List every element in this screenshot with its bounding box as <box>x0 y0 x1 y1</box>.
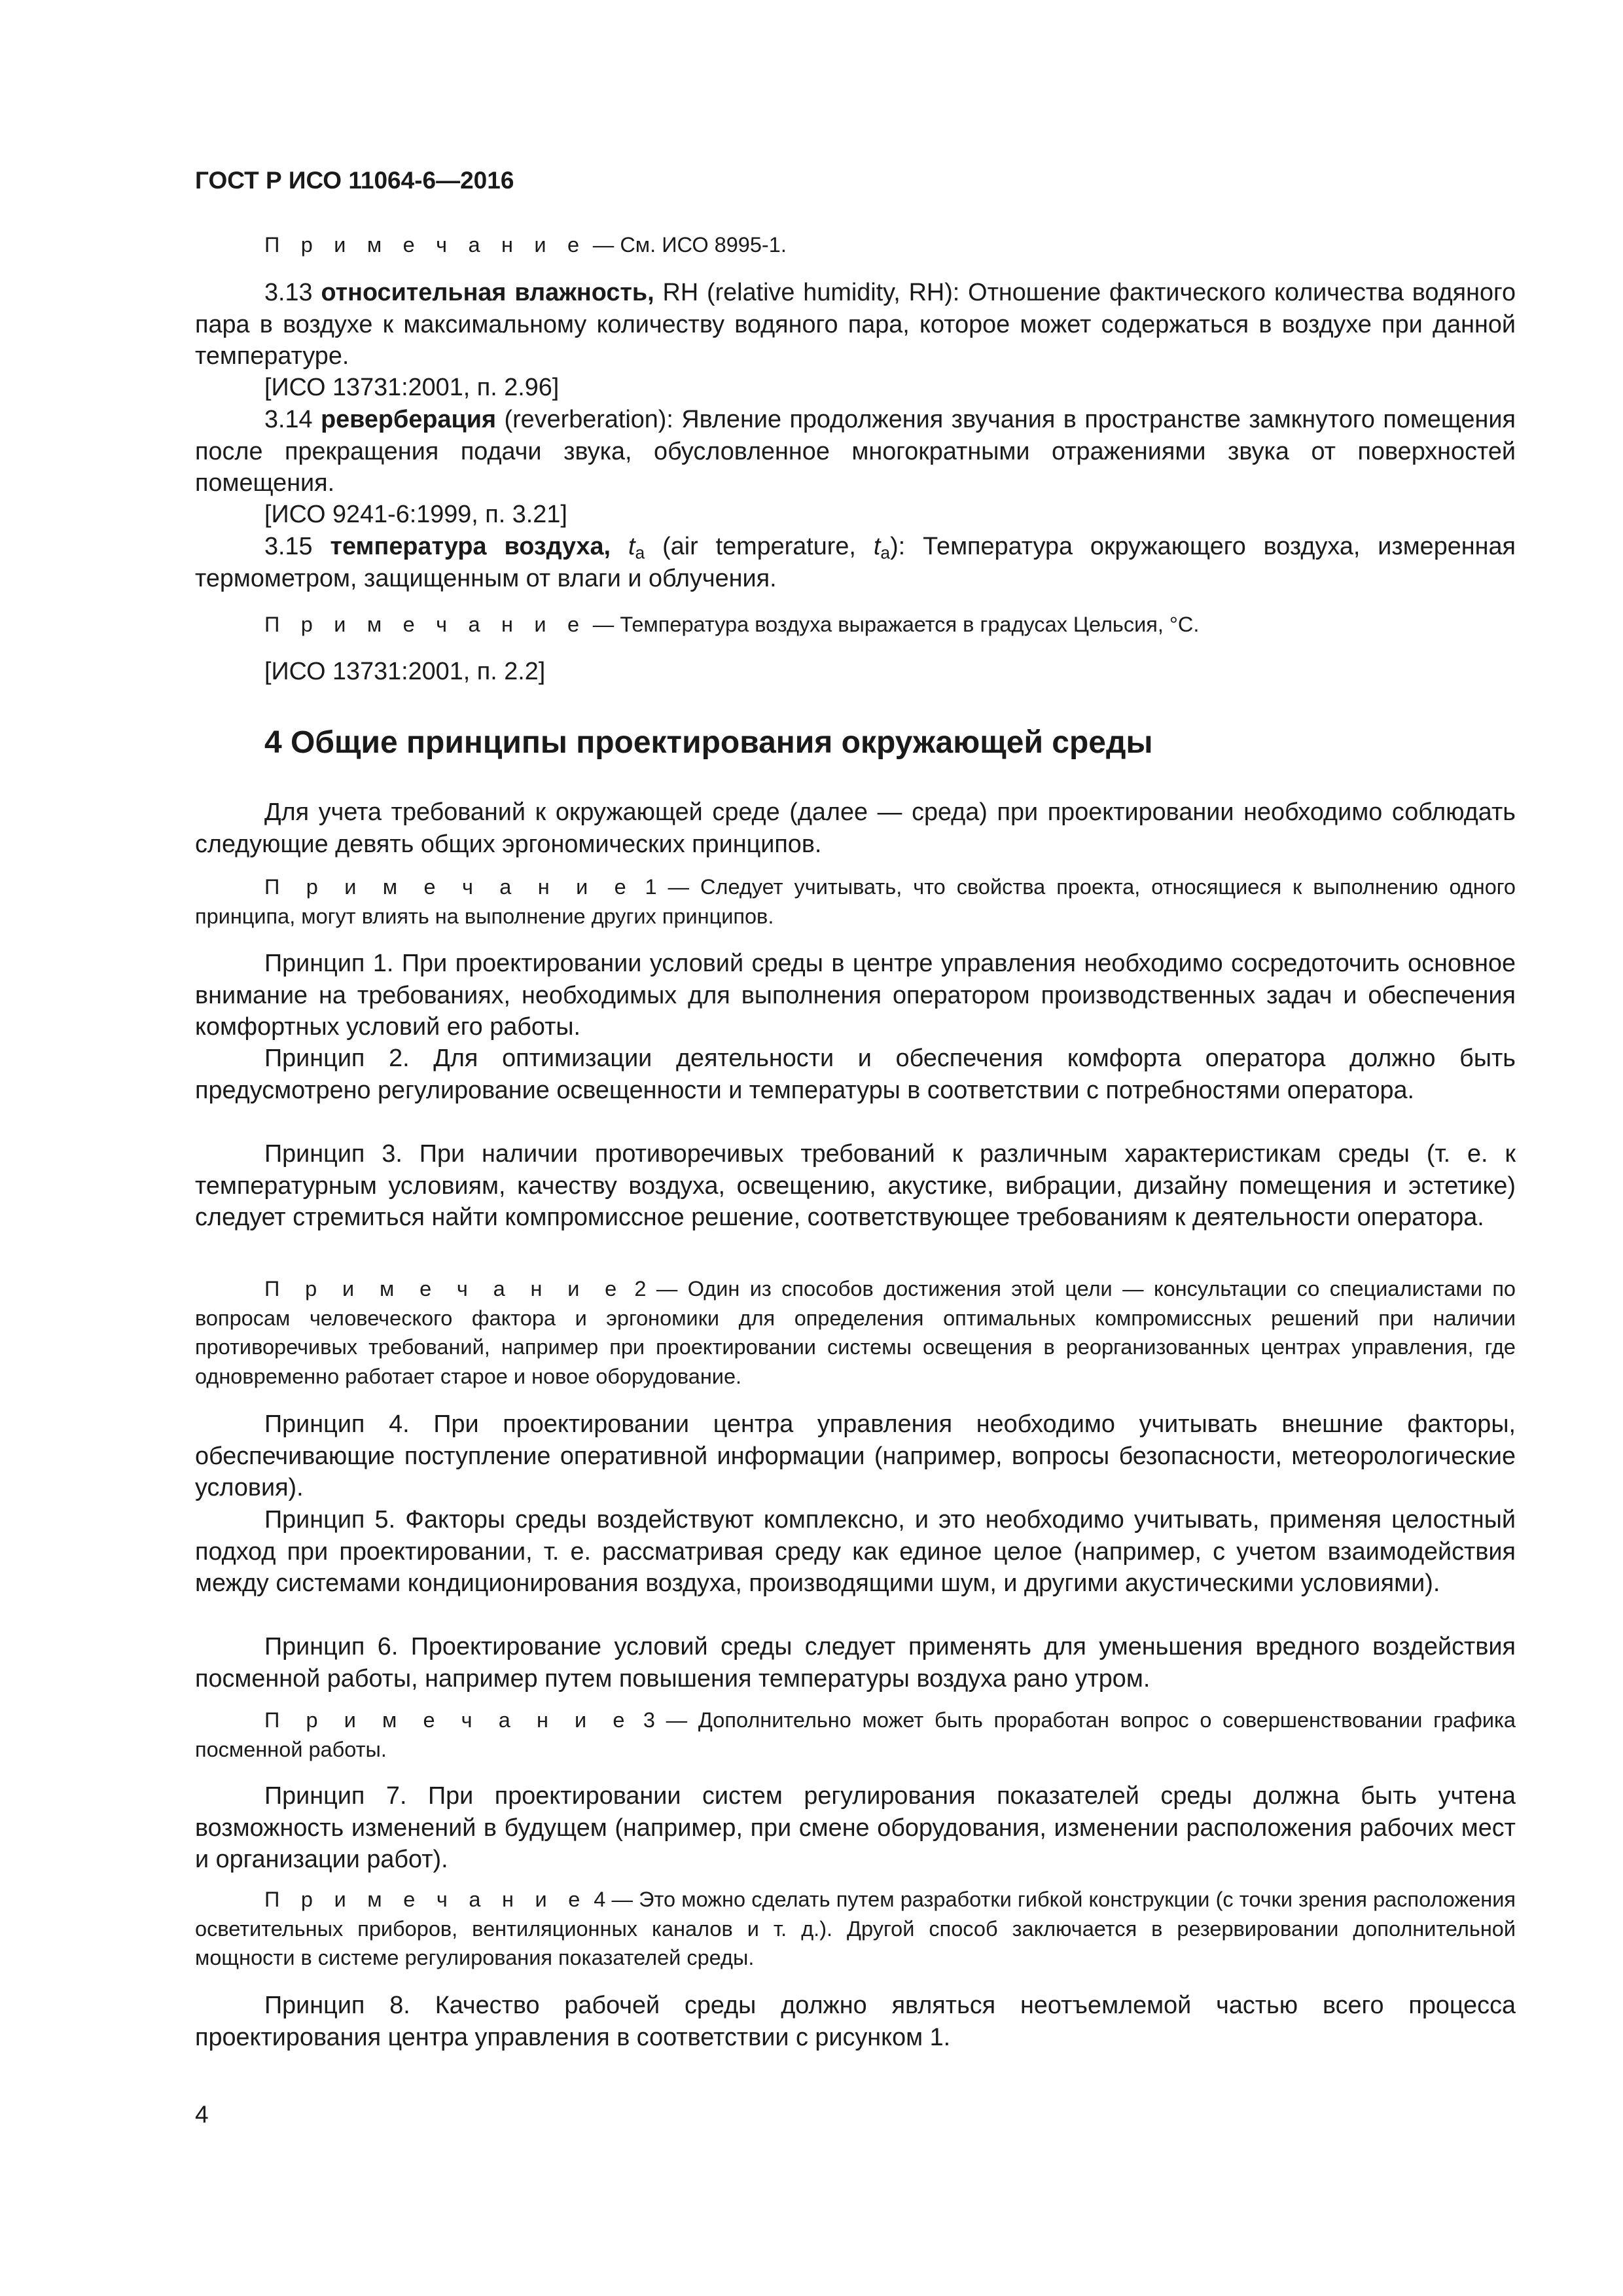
definition-3-14 <box>195 404 1516 499</box>
note-label: П р и м е ч а н и е <box>264 1708 633 1732</box>
page-number: 4 <box>195 2101 209 2128</box>
intro-paragraph: Для учета требований к окружающей среде (далее — среда) при проектировании необходимо соблюдать следующие девять общих эргономических принципов. <box>195 798 1516 858</box>
document-code-header: ГОСТ Р ИСО 11064-6—2016 <box>195 167 514 194</box>
note-text: — Это можно сделать путем разработки гибкой конструкции (с точки зрения расположения осветительных приборов, вентиляционных каналов и т. д.). Другой способ заключается в резервировании дополнительной мощности в системе регулирования показателей среды. <box>195 1888 1516 1969</box>
principle-3: Принцип 3. При наличии противоречивых требований к различным характеристикам среды (т. е. к температурным условиям, качеству воздуха, освещению, акустике, вибрации, дизайну помещения и эстетике) следует стремиться найти компромиссное решение, соответствующее требованиям к деятельности оператора. <box>195 1140 1516 1231</box>
reference-3-13: [ИСО 13731:2001, п. 2.96] <box>264 374 560 401</box>
note-see-iso <box>195 230 1516 260</box>
symbol-t: t <box>628 533 635 560</box>
note-air-temperature <box>195 610 1516 639</box>
principle-5: Принцип 5. Факторы среды воздействуют комплексно, и это необходимо учитывать, применяя целостный подход при проектировании, т. е. рассматривая среду как единое целое (например, с учетом взаимодействия между системами кондиционирования воздуха, производящими шум, и другими акустическими условиями). <box>195 1506 1516 1597</box>
principle-7: Принцип 7. При проектировании систем регулирования показателей среды должна быть учтена возможность изменений в будущем (например, при смене оборудования, изменении расположения рабочих мест и организации работ). <box>195 1782 1516 1873</box>
note-label: П р и м е ч а н и е <box>264 233 587 257</box>
definition-text: RH (relative humidity, RH): Отношение фактического количества водяного пара в воздухе к максимальному количеству водяного пара, которое может содержаться в воздухе при данной температуре. <box>195 279 1516 370</box>
symbol-subscript: a <box>880 543 891 563</box>
note-text: — Температура воздуха выражается в градусах Цельсия, °С. <box>586 613 1200 636</box>
note-number: 4 <box>588 1888 606 1911</box>
definition-term: относительная влажность <box>321 279 648 306</box>
principle-1: Принцип 1. При проектировании условий среды в центре управления необходимо сосредоточить основное внимание на требованиях, необходимых для выполнения оператором производственных задач и обеспечения комфортных условий его работы. <box>195 950 1516 1041</box>
note-label: П р и м е ч а н и е <box>264 613 587 636</box>
note-label: П р и м е ч а н и е <box>264 875 634 899</box>
note-number: 1 <box>633 875 657 899</box>
definition-number: 3.14 <box>264 406 313 433</box>
symbol-t: t <box>873 533 881 560</box>
principle-2: Принцип 2. Для оптимизации деятельности и обеспечения комфорта оператора должно быть предусмотрено регулирование освещенности и температуры в соответствии с потребностями оператора. <box>195 1045 1516 1104</box>
principle-4: Принцип 4. При проектировании центра управления необходимо учитывать внешние факторы, обеспечивающие поступление оперативной информации (например, вопросы безопасности, метеорологические условия). <box>195 1410 1516 1501</box>
note-number: 3 <box>632 1708 655 1732</box>
symbol-subscript: a <box>635 543 645 563</box>
definition-number: 3.15 <box>264 533 313 560</box>
principle-6: Принцип 6. Проектирование условий среды следует применять для уменьшения вредного воздействия посменной работы, например путем повышения температуры воздуха рано утром. <box>195 1633 1516 1693</box>
note-label: П р и м е ч а н и е <box>264 1888 588 1911</box>
definition-term: реверберация <box>321 406 497 433</box>
definition-text: (reverberation): Явление продолжения звучания в пространстве замкнутого помещения после прекращения подачи звука, обусловленное многократными отражениями звука от поверхностей помещения. <box>195 406 1516 497</box>
section-heading: 4 Общие принципы проектирования окружающей среды <box>264 725 1153 760</box>
note-2 <box>195 1274 1516 1391</box>
note-3 <box>195 1706 1516 1764</box>
definition-term: температура воздуха, <box>330 533 628 560</box>
definition-text: ): Температура окружающего воздуха, измеренная термометром, защищенным от влаги и облучения. <box>195 533 1516 592</box>
note-text: — Дополнительно может быть проработан вопрос о совершенствовании графика посменной работы. <box>195 1708 1516 1761</box>
note-1 <box>195 872 1516 931</box>
note-4 <box>195 1885 1516 1973</box>
definition-3-15 <box>195 531 1516 594</box>
term-comma: , <box>647 279 654 306</box>
definition-number: 3.13 <box>264 279 313 306</box>
note-text: — Следует учитывать, что свойства проекта, относящиеся к выполнению одного принципа, могут влиять на выполнение других принципов. <box>195 875 1516 928</box>
note-label: П р и м е ч а н и е <box>264 1277 624 1300</box>
note-number: 2 <box>624 1277 647 1300</box>
reference-3-14: [ИСО 9241-6:1999, п. 3.21] <box>264 501 567 528</box>
note-text: — Один из способов достижения этой цели — консультации со специалистами по вопросам человеческого фактора и эргономики для определения оптимальных компромиссных решений при наличии противоречивых требований, например при проектировании системы освещения в реорганизованных центрах управления, где одновременно работает старое и новое оборудование. <box>195 1277 1516 1388</box>
definition-3-13 <box>195 277 1516 372</box>
principle-8: Принцип 8. Качество рабочей среды должно являться неотъемлемой частью всего процесса проектирования центра управления в соответствии с рисунком 1. <box>195 1992 1516 2051</box>
definition-text: (air temperature, <box>645 533 874 560</box>
note-text: — См. ИСО 8995-1. <box>586 233 787 257</box>
reference-3-15: [ИСО 13731:2001, п. 2.2] <box>264 658 546 685</box>
